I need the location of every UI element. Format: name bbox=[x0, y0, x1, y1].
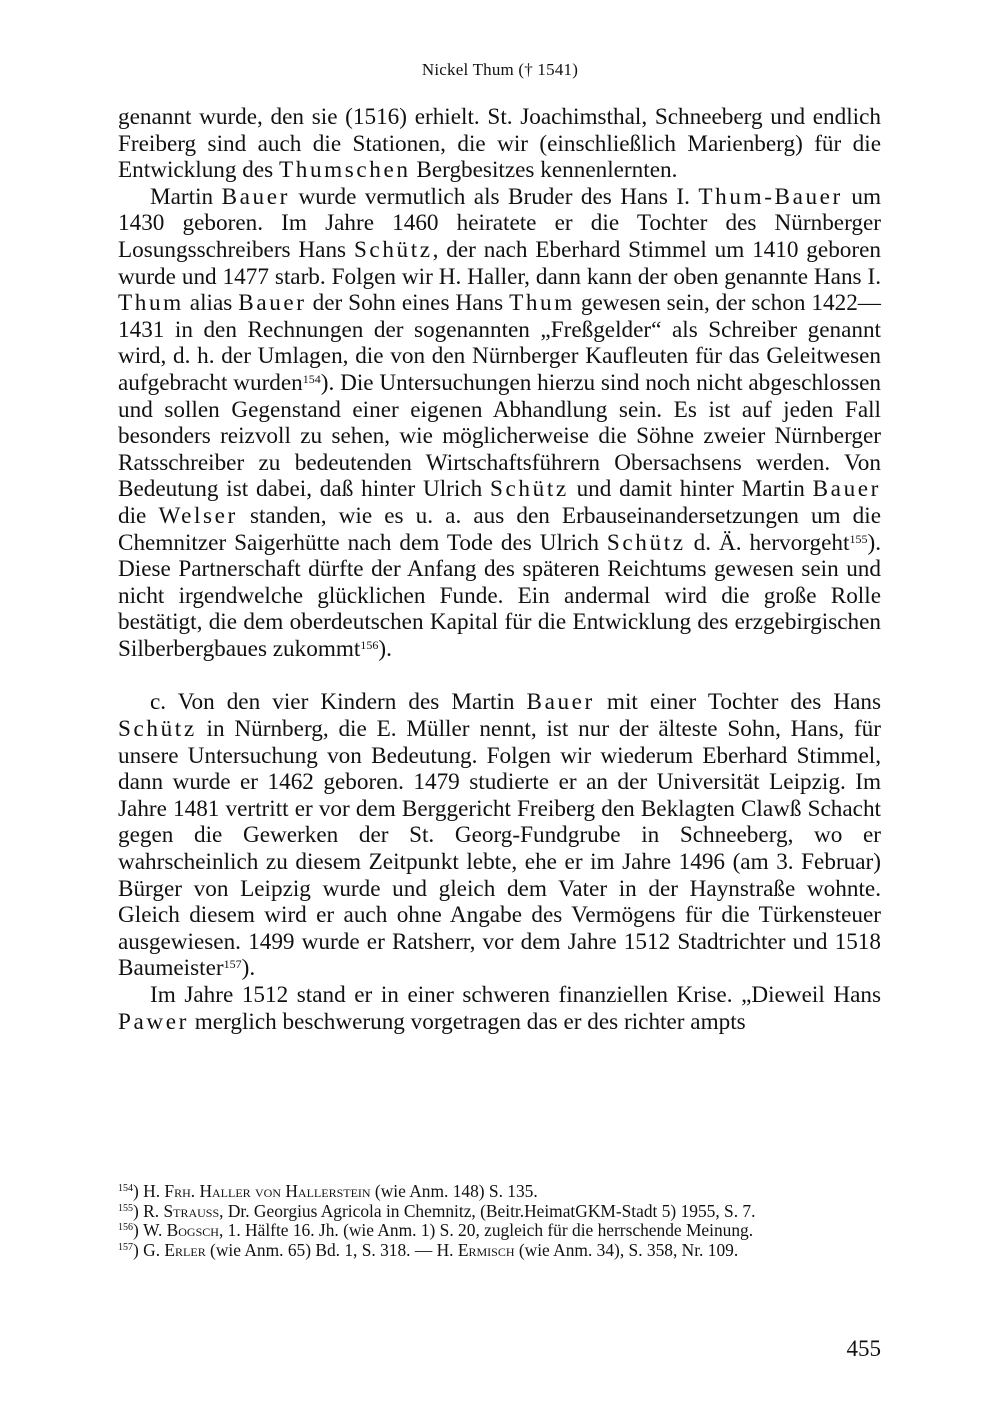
text-run: in Nürnberg, die E. Müller nennt, ist nur der älteste Sohn, Hans, für unsere Untersuchung von Bedeutung. Folgen wir wiederum Eberhard Stimmel, dann wurde er 1462 geboren. 1479 studierte er an der Universität Leipzig. Im Jahre 1481 vertritt er vor dem Berggericht Freiberg den Beklagten Clawß Schacht gegen die Gewerken der St. Georg-Fundgrube in Schneeberg, wo er wahrscheinlich zu diesem Zeitpunkt lebte, ehe er im Jahre 1496 (am 3. Februar) Bürger von Leipzig wurde und gleich dem Vater in der Haynstraße wohnte. Gleich diesem wird er auch ohne Angabe des Vermögens für die Türkensteuer ausgewiesen. 1499 wurde er Ratsherr, vor dem Jahre 1512 Stadtrichter und 1518 Baumeister bbox=[118, 716, 881, 982]
footnote-bracket: ) bbox=[133, 1200, 139, 1221]
paragraph-1 bbox=[118, 104, 881, 184]
text-run: ). bbox=[241, 955, 256, 982]
footnote-156 bbox=[118, 1221, 881, 1241]
text-run: ). Diese Partnerschaft dürfte der Anfang des späteren Reichtums gewesen sein und nicht irgendwelche glücklichen Funde. Ein andermal wird die große Rolle bestätigt, die dem oberdeutschen Kapital für die Entwicklung des erzgebirgischen Silberbergbaues zukommt bbox=[118, 529, 881, 662]
spaced-name: Pawer bbox=[118, 1008, 189, 1035]
text-run: ). bbox=[378, 635, 392, 662]
footnote-ref-156[interactable]: 156 bbox=[360, 637, 379, 652]
footnote-author: H. Frh. Haller von Hallerstein bbox=[143, 1181, 371, 1201]
paragraph-4 bbox=[118, 982, 881, 1035]
footnote-ref-157[interactable]: 157 bbox=[223, 957, 242, 972]
footnote-text: (wie Anm. 34), S. 358, Nr. 109. bbox=[514, 1239, 739, 1260]
footnote-author: G. Erler bbox=[143, 1239, 206, 1260]
footnote-number: 157 bbox=[118, 1241, 133, 1253]
text-run: merglich beschwerung vorgetragen das er des richter ampts bbox=[188, 1008, 746, 1035]
footnote-number: 154 bbox=[118, 1183, 133, 1194]
footnote-number: 156 bbox=[118, 1222, 133, 1234]
footnote-bracket: ) bbox=[133, 1220, 139, 1241]
spaced-name: Bauer bbox=[221, 183, 290, 210]
text-run: Martin bbox=[150, 183, 222, 210]
text-run: d. Ä. hervorgeht bbox=[685, 529, 850, 556]
footnote-bracket: ) bbox=[133, 1239, 139, 1260]
footnote-ref-155[interactable]: 155 bbox=[849, 531, 868, 546]
text-run: Im Jahre 1512 stand er in einer schweren finanziellen Krise. „Dieweil Hans bbox=[150, 982, 881, 1008]
text-run: um 1430 geboren. Im Jahre 1460 heiratete er die Tochter des Nürnberger Losungsschreibers Hans bbox=[118, 183, 881, 263]
text-run: mit einer Tochter des Hans bbox=[594, 689, 882, 716]
spaced-name: Schütz bbox=[490, 476, 569, 503]
text-run: , der nach Eberhard Stimmel um 1410 geboren wurde und 1477 starb. Folgen wir H. Haller, dann kann der oben genannte Hans I. bbox=[118, 236, 881, 290]
main-text bbox=[118, 104, 881, 1035]
paragraph-3 bbox=[118, 689, 881, 982]
footnote-author: H. Ermisch bbox=[436, 1239, 515, 1260]
text-run: genannt wurde, den sie (1516) erhielt. St. Joachimsthal, Schneeberg und endlich Freiberg sind auch die Stationen, die wir (einschließlich Marienberg) für die Entwicklung des bbox=[118, 104, 881, 184]
text-run: der Sohn eines Hans bbox=[306, 290, 510, 317]
text-run: standen, wie es u. a. aus den Erbauseinandersetzungen um die Chemnitzer Saigerhütte nach dem Tode des Ulrich bbox=[118, 502, 882, 556]
text-run: gewesen sein, der schon 1422—1431 in den Rechnungen der sogenannten „Freßgelder“ als Schreiber genannt wird, d. h. der Umlagen, die von den Nürnberger Kaufleuten für das Geleitwesen aufgebracht wurden bbox=[118, 290, 881, 396]
spaced-name: Schütz bbox=[353, 236, 433, 263]
running-header: Nickel Thum († 1541) bbox=[421, 60, 579, 79]
footnote-154 bbox=[118, 1182, 881, 1202]
spaced-name: Bauer bbox=[812, 476, 881, 503]
spaced-name: Schütz bbox=[606, 529, 686, 556]
spaced-name: Welser bbox=[158, 502, 238, 529]
footnote-155 bbox=[118, 1202, 881, 1222]
text-run: und damit hinter Martin bbox=[568, 476, 813, 503]
text-run: Bergbesitzes kennenlernten. bbox=[410, 157, 678, 184]
footnote-text: (wie Anm. 65) Bd. 1, S. 318. — bbox=[205, 1239, 437, 1260]
footnote-text: , 1. Hälfte 16. Jh. (wie Anm. 1) S. 20, zugleich für die herrschende Meinung. bbox=[218, 1220, 754, 1241]
spaced-name: Thumschen bbox=[279, 157, 411, 184]
footnote-text: , Dr. Georgius Agricola in Chemnitz, (Beitr.HeimatGKM-Stadt 5) 1955, S. 7. bbox=[219, 1200, 756, 1221]
spaced-name: Bauer bbox=[526, 689, 595, 716]
footnote-author: R. Strauss bbox=[143, 1200, 220, 1221]
text-run: wurde vermutlich als Bruder des Hans I. bbox=[289, 183, 699, 210]
footnotes bbox=[118, 1182, 881, 1260]
footnote-157 bbox=[118, 1241, 881, 1261]
text-run: die bbox=[118, 502, 159, 529]
footnote-bracket: ) bbox=[133, 1181, 139, 1201]
footnote-number: 155 bbox=[118, 1202, 133, 1214]
text-run: alias bbox=[183, 290, 239, 317]
text-run: c. Von den vier Kindern des Martin bbox=[150, 689, 527, 716]
spaced-name: Thum bbox=[509, 290, 575, 317]
page-number: 455 bbox=[846, 1336, 881, 1361]
paragraph-2 bbox=[118, 184, 881, 663]
spaced-name: Schütz bbox=[118, 716, 197, 743]
spaced-name: Bauer bbox=[238, 290, 307, 317]
footnote-text: (wie Anm. 148) S. 135. bbox=[370, 1181, 538, 1201]
spaced-name: Thum-Bauer bbox=[698, 183, 843, 210]
spaced-name: Thum bbox=[118, 290, 184, 317]
footnote-ref-154[interactable]: 154 bbox=[302, 371, 321, 386]
footnote-author: W. Bogsch bbox=[143, 1220, 219, 1241]
text-run: ). Die Untersuchungen hierzu sind noch nicht abgeschlossen und sollen Gegenstand einer eigenen Abhandlung sein. Es ist auf jeden Fall besonders reizvoll zu sehen, wie möglicherweise die Söhne zweier Nürnberger Ratsschreiber zu bedeutenden Wirtschaftsführern Obersachsens werden. Von Bedeutung ist dabei, daß hinter Ulrich bbox=[118, 369, 882, 503]
